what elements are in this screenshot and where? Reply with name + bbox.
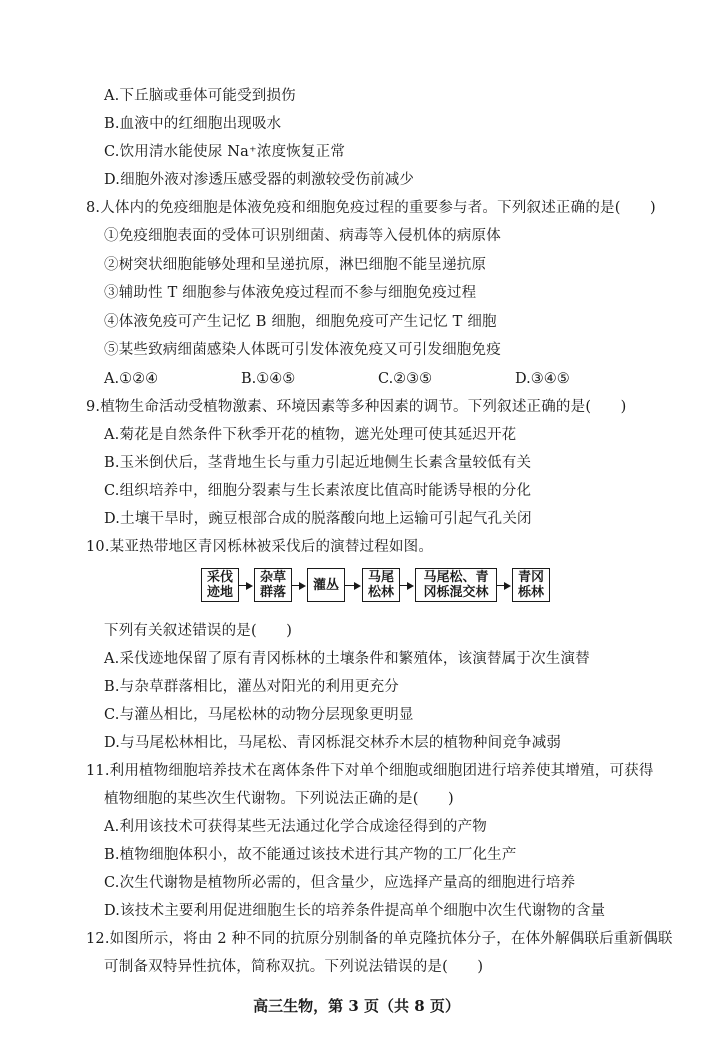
- q11-option-a: A.利用该技术可获得某些无法通过化学合成途径得到的产物: [104, 819, 487, 835]
- flow-box-oak-forest: 青冈 栎林: [512, 568, 550, 602]
- q12-stem-line-1: 12.如图所示，将由 2 种不同的抗原分别制备的单克隆抗体分子，在体外解偶联后重新偶联: [86, 931, 673, 947]
- flow-arrow-2: [292, 583, 306, 589]
- q11-option-d: D.该技术主要利用促进细胞生长的培养条件提高单个细胞中次生代谢物的含量: [104, 903, 606, 919]
- flow-arrow-1: [239, 583, 253, 589]
- q9-option-a: A.菊花是自然条件下秋季开花的植物，遮光处理可使其延迟开花: [104, 427, 517, 443]
- q11-option-b: B.植物细胞体积小，故不能通过该技术进行其产物的工厂化生产: [104, 847, 517, 863]
- page-footer: 高三生物，第 3 页（共 8 页）: [253, 997, 460, 1015]
- q7-option-a: A.下丘脑或垂体可能受到损伤: [104, 88, 296, 104]
- q12-stem-line-2: 可制备双特异性抗体，简称双抗。下列说法错误的是( ): [104, 959, 484, 975]
- q9-stem: 9.植物生命活动受植物激素、环境因素等多种因素的调节。下列叙述正确的是( ): [86, 399, 627, 415]
- q7-option-c: C.饮用清水能使尿 Na⁺浓度恢复正常: [104, 144, 346, 160]
- q10-stem: 10.某亚热带地区青冈栎林被采伐后的演替过程如图。: [86, 539, 434, 555]
- q8-choice-b: B.①④⑤: [241, 371, 296, 387]
- flow-box-shrubland: 灌丛: [307, 568, 345, 602]
- q8-statement-4: ④体液免疫可产生记忆 B 细胞，细胞免疫可产生记忆 T 细胞: [104, 314, 497, 330]
- q8-choice-d: D.③④⑤: [515, 371, 570, 387]
- q10-sub-question: 下列有关叙述错误的是( ): [104, 623, 293, 639]
- q11-stem-line-2: 植物细胞的某些次生代谢物。下列说法正确的是( ): [104, 791, 454, 807]
- flow-box-clearcut: 采伐 迹地: [201, 568, 239, 602]
- q8-statement-1: ①免疫细胞表面的受体可识别细菌、病毒等入侵机体的病原体: [104, 228, 501, 244]
- q9-option-c: C.组织培养中，细胞分裂素与生长素浓度比值高时能诱导根的分化: [104, 483, 532, 499]
- q7-option-d: D.细胞外液对渗透压感受器的刺激较受伤前减少: [104, 172, 415, 188]
- succession-flowchart: [201, 566, 551, 606]
- q11-option-c: C.次生代谢物是植物所必需的，但含量少，应选择产量高的细胞进行培养: [104, 875, 576, 891]
- q9-option-b: B.玉米倒伏后，茎背地生长与重力引起近地侧生长素含量较低有关: [104, 455, 532, 471]
- q8-statement-3: ③辅助性 T 细胞参与体液免疫过程而不参与细胞免疫过程: [104, 285, 477, 301]
- q10-option-b: B.与杂草群落相比，灌丛对阳光的利用更充分: [104, 679, 399, 695]
- q9-option-d: D.土壤干旱时，豌豆根部合成的脱落酸向地上运输可引起气孔关闭: [104, 511, 532, 527]
- q8-stem: 8.人体内的免疫细胞是体液免疫和细胞免疫过程的重要参与者。下列叙述正确的是( ): [86, 200, 656, 216]
- flow-box-weed-community: 杂草 群落: [254, 568, 292, 602]
- flow-arrow-5: [497, 583, 511, 589]
- q10-option-c: C.与灌丛相比，马尾松林的动物分层现象更明显: [104, 707, 414, 723]
- q10-option-d: D.与马尾松林相比，马尾松、青冈栎混交林乔木层的植物种间竞争减弱: [104, 735, 562, 751]
- flow-box-masson-pine: 马尾 松林: [362, 568, 400, 602]
- q8-choices: [104, 370, 664, 388]
- flow-arrow-4: [400, 583, 414, 589]
- flow-box-mixed-forest: 马尾松、青 冈栎混交林: [415, 568, 497, 602]
- q7-option-b: B.血液中的红细胞出现吸水: [104, 116, 282, 132]
- q11-stem-line-1: 11.利用植物细胞培养技术在离体条件下对单个细胞或细胞团进行培养使其增殖，可获得: [86, 763, 654, 779]
- q10-option-a: A.采伐迹地保留了原有青冈栎林的土壤条件和繁殖体，该演替属于次生演替: [104, 651, 590, 667]
- q8-choice-c: C.②③⑤: [378, 371, 433, 387]
- q8-statement-2: ②树突状细胞能够处理和呈递抗原，淋巴细胞不能呈递抗原: [104, 257, 487, 273]
- q8-choice-a: A.①②④: [104, 371, 159, 387]
- flow-arrow-3: [345, 583, 361, 589]
- q8-statement-5: ⑤某些致病细菌感染人体既可引发体液免疫又可引发细胞免疫: [104, 342, 501, 358]
